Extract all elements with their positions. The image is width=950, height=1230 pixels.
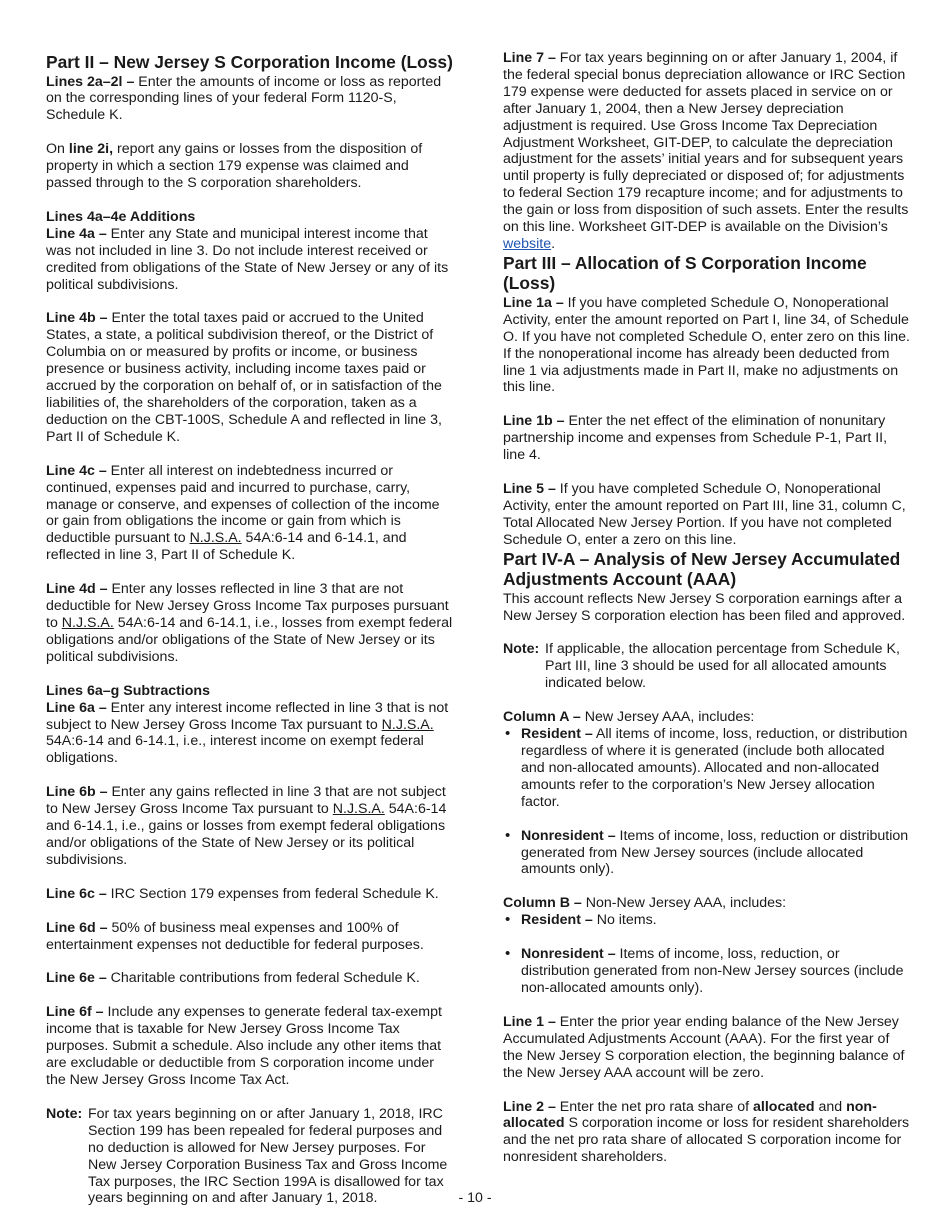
line-4c: Line 4c – Enter all interest on indebtedness incurred or continued, expenses paid and incurred to purchase, carry, manage or conserve, and expenses of collection of the income or gain from obligations the income or gain from which is deductible pursuant to N.J.S.A. 54A:6-14 and 6-14.1, and reflected in line 3, Part II of Schedule K. xyxy=(46,462,440,564)
line-4b: Line 4b – Enter the total taxes paid or accrued to the United States, a state, a political subdivision thereof, or the District of Columbia on or measured by profits or income, or business presence or business activity, including income taxes paid or accrued by the corporation on behalf of, or in satisfaction of the liabilities of, the shareholders of the corporation, taken as a deduction on the CBT-100S, Schedule A and reflected in line 3, Part II of Schedule K. xyxy=(46,310,442,445)
subtractions-heading: Lines 6a–g Subtractions xyxy=(46,682,210,699)
line-2i: On line 2i, report any gains or losses from the disposition of property in which a section 179 expense was claimed and passed through to the S corporation shareholders. xyxy=(46,141,423,192)
line-6f: Line 6f – Include any expenses to generate federal tax-exempt income that is taxable for New Jersey Gross Income Tax purposes. Submit a schedule. Also include any other items that are excludable or deductible from S corporation income under the New Jersey Gross Income Tax Act. xyxy=(46,1004,442,1088)
line-6c: Line 6c – IRC Section 179 expenses from federal Schedule K. xyxy=(46,885,439,902)
left-column xyxy=(46,50,454,1207)
line-1a: Line 1a – If you have completed Schedule O, Nonoperational Activity, enter the amount reported on Part I, line 34, of Schedule O. If you have not completed Schedule O, enter zero on this line. If the nonoperational income has already been deducted from line 1 via adjustments made in Part II, make no adjustments on this line. xyxy=(503,294,910,396)
column-b-list xyxy=(503,912,911,997)
column-b-heading: Column B – Non-New Jersey AAA, includes: xyxy=(503,895,787,912)
note-text: If applicable, the allocation percentage from Schedule K, Part III, line 3 should be used for all allocated amounts indicated below. xyxy=(545,641,900,692)
list-item: • Nonresident – Items of income, loss, reduction or distribution generated from New Jersey sources (include allocated amounts only). xyxy=(503,828,911,879)
list-item: • Resident – All items of income, loss, reduction, or distribution regardless of where it is generated (include both allocated and non-allocated amounts). Allocated and non-allocated amounts refer to the corporation’s New Jersey allocation factor. xyxy=(503,726,911,811)
part-iv-a-heading: Part IV-A – Analysis of New Jersey Accumulated Adjustments Account (AAA) xyxy=(503,548,901,590)
list-item: • Resident – No items. xyxy=(503,912,911,929)
column-a-list xyxy=(503,726,911,878)
line-2-aaa: Line 2 – Enter the net pro rata share of allocated and non-allocated S corporation income or loss for resident shareholders and the net pro rata share of allocated S corporation income for nonresident shareholders. xyxy=(503,1098,910,1166)
line-1-aaa: Line 1 – Enter the prior year ending balance of the New Jersey Accumulated Adjustments Account (AAA). For the first year of the New Jersey S corporation election, the beginning balance of the New Jersey AAA account will be zero. xyxy=(503,1013,905,1081)
line-6e: Line 6e – Charitable contributions from federal Schedule K. xyxy=(46,970,420,987)
line-6d: Line 6d – 50% of business meal expenses and 100% of entertainment expenses not deductible for federal purposes. xyxy=(46,919,424,953)
line-6b: Line 6b – Enter any gains reflected in line 3 that are not subject to New Jersey Gross Income Tax pursuant to N.J.S.A. 54A:6-14 and 6-14.1, i.e., gains or losses from exempt federal obligations and/or obligations of the State of New Jersey or its political subdivisions. xyxy=(46,784,447,868)
part-iii-heading: Part III – Allocation of S Corporation Income (Loss) xyxy=(503,252,867,294)
column-a-heading: Column A – New Jersey AAA, includes: xyxy=(503,709,755,726)
note-text: For tax years beginning on or after January 1, 2018, IRC Section 199 has been repealed for federal purposes and no deduction is allowed for New Jersey purposes. For New Jersey Corporation Business Tax and Gross Income Tax purposes, the IRC Section 199A is disallowed for tax years beginning on and after January 1, 2018. xyxy=(88,1105,448,1207)
line-4a: Line 4a – Enter any State and municipal interest income that was not included in line 3. Do not include interest received or credited from obligations of the State of New Jersey or any of its political subdivisions. xyxy=(46,225,449,293)
note-label: Note: xyxy=(46,1105,83,1122)
website-link[interactable]: website xyxy=(503,235,552,252)
line-4d: Line 4d – Enter any losses reflected in line 3 that are not deductible for New Jersey Gross Income Tax purposes pursuant to N.J.S.A. 54A:6-14 and 6-14.1, i.e., losses from exempt federal obligations and/or obligations of the State of New Jersey or its political subdivisions. xyxy=(46,581,453,665)
list-item: • Nonresident – Items of income, loss, reduction, or distribution generated from non-New Jersey sources (include non-allocated amounts only). xyxy=(503,946,911,997)
part-ii-heading: Part II – New Jersey S Corporation Income (Loss) xyxy=(46,52,453,72)
lines-2a-2l: Lines 2a–2l – Enter the amounts of income or loss as reported on the corresponding lines of your federal Form 1120-S, Schedule K. xyxy=(46,73,442,124)
line-7: Line 7 – For tax years beginning on or after January 1, 2004, if the federal special bonus depreciation allowance or IRC Section 179 expense were deducted for assets placed in service on or after January 1, 2004, then a New Jersey depreciation adjustment is required. Use Gross Income Tax Depreciation Adjustment Worksheet, GIT-DEP, to calculate the depreciation adjustment for the assets’ initial years and for subsequent years until property is fully depreciated or disposed of; for adjustments to federal Section 179 recapture income; and for adjustments to the gain or loss from disposition of such assets. Enter the results on this line. Worksheet GIT-DEP is available on the Division’s website. xyxy=(503,50,909,252)
additions-heading: Lines 4a–4e Additions xyxy=(46,208,196,225)
line-6a: Line 6a – Enter any interest income reflected in line 3 that is not subject to New Jersey Gross Income Tax pursuant to N.J.S.A. 54A:6-14 and 6-14.1, i.e., interest income on exempt federal obligations. xyxy=(46,699,449,767)
right-column xyxy=(503,50,911,1166)
aaa-intro: This account reflects New Jersey S corporation earnings after a New Jersey S corporation election has been filed and approved. xyxy=(503,590,906,624)
page-number: - 10 - xyxy=(458,1190,492,1206)
allocation-note xyxy=(503,641,911,692)
note-label: Note: xyxy=(503,641,540,658)
line-1b: Line 1b – Enter the net effect of the elimination of nonunitary partnership income and expenses from Schedule P-1, Part II, line 4. xyxy=(503,413,888,464)
line-5: Line 5 – If you have completed Schedule O, Nonoperational Activity, enter the amount reported on Part III, line 31, column C, Total Allocated New Jersey Portion. If you have not completed Schedule O, enter a zero on this line. xyxy=(503,481,906,548)
